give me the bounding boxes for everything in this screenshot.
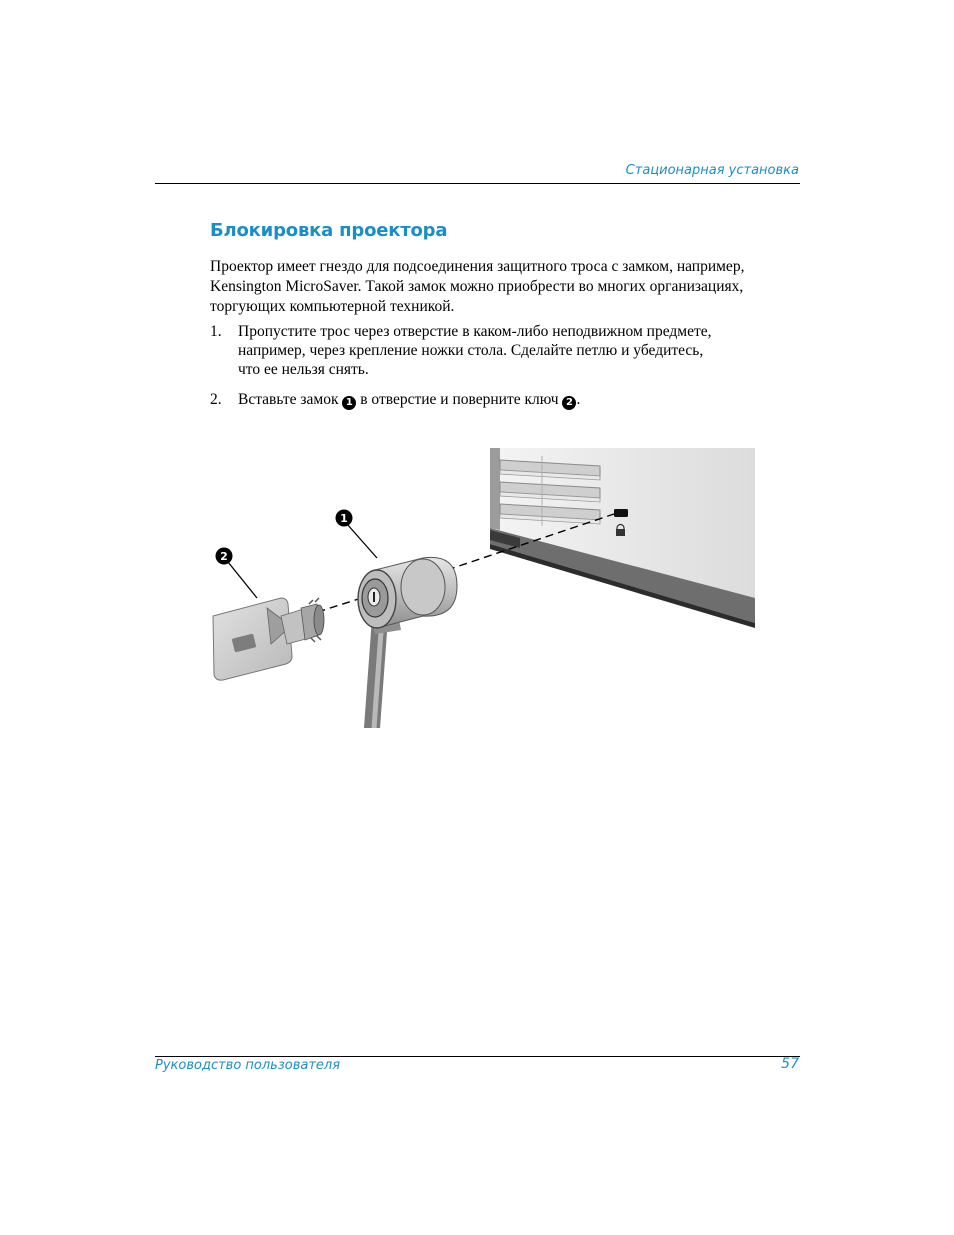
step-text-part: Вставьте замок (238, 391, 339, 408)
step-text-part: . (576, 391, 581, 408)
footer-manual-name: Руководство пользователя (155, 1058, 341, 1073)
cable-lock-icon (358, 557, 457, 634)
page-number: 57 (781, 1056, 799, 1072)
callout-1-icon (336, 510, 353, 527)
intro-paragraph (210, 257, 810, 317)
projector-vent-icon (490, 448, 755, 628)
running-header: Стационарная установка (625, 163, 799, 178)
intro-line: торгующих компьютерной техникой. (210, 298, 455, 315)
step-text-part: в отверстие и поверните ключ (360, 391, 559, 408)
step-text (238, 390, 580, 410)
callout-1-icon: 1 (342, 396, 356, 410)
callout-label: 2 (220, 550, 228, 563)
step-number: 2. (210, 391, 222, 408)
kensington-lock-illustration (195, 448, 760, 728)
step-number: 1. (210, 323, 222, 340)
step-line: что ее нельзя снять. (238, 361, 369, 378)
step-line: Пропустите трос через отверстие в каком-либо неподвижном предмете, (238, 323, 712, 340)
callout-2-icon: 2 (562, 396, 576, 410)
footer-rule (155, 1056, 800, 1057)
section-title: Блокировка проектора (210, 220, 448, 241)
callout-2-icon (216, 548, 233, 565)
key-icon (213, 598, 324, 680)
intro-line: Проектор имеет гнездо для подсоединения защитного троса с замком, например, (210, 258, 745, 275)
header-rule (155, 183, 800, 184)
intro-line: Kensington MicroSaver. Такой замок можно приобрести во многих организациях, (210, 278, 744, 295)
step-text (238, 322, 712, 379)
step-line: например, через крепление ножки стола. Сделайте петлю и убедитесь, (238, 342, 704, 359)
callout-label: 1 (340, 512, 348, 525)
